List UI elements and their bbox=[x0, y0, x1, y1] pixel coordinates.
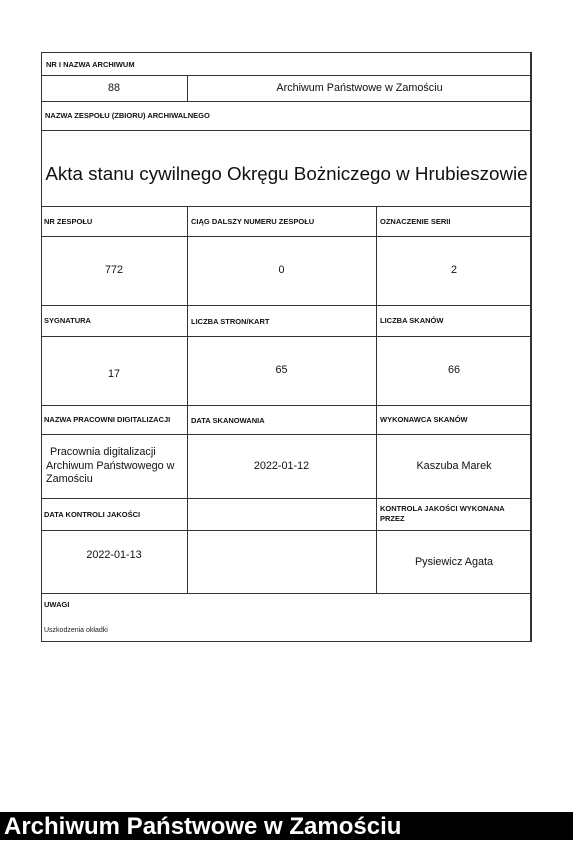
quality-check-date-label: DATA KONTROLI JAKOŚCI bbox=[44, 510, 141, 519]
table-rule bbox=[41, 434, 532, 435]
quality-checked-by-value: Pysiewicz Agata bbox=[414, 556, 493, 568]
remarks-value: Uszkodzenia okładki bbox=[44, 627, 108, 634]
table-rule bbox=[41, 75, 532, 76]
fonds-number-label: NR ZESPOŁU bbox=[44, 217, 93, 226]
scan-count-label: LICZBA SKANÓW bbox=[380, 316, 444, 325]
archive-number: 88 bbox=[107, 82, 120, 94]
table-rule bbox=[41, 405, 532, 406]
quality-checked-by-label: KONTROLA JAKOŚCI WYKONANA PRZEZ bbox=[380, 504, 505, 523]
scan-count-value: 66 bbox=[447, 364, 460, 376]
digitization-lab-value: Pracownia digitalizacji Archiwum Państwowego w Zamościu bbox=[46, 446, 175, 485]
archive-label: NR I NAZWA ARCHIWUM bbox=[46, 60, 135, 69]
fonds-number-continuation-value: 0 bbox=[278, 264, 285, 276]
table-rule bbox=[41, 206, 532, 207]
table-rule bbox=[41, 130, 532, 131]
scanned-by-label: WYKONAWCA SKANÓW bbox=[380, 415, 468, 424]
fonds-title: Akta stanu cywilnego Okręgu Bożniczego w Hrubieszowie bbox=[45, 163, 528, 184]
fonds-number-continuation-label: CIĄG DALSZY NUMERU ZESPOŁU bbox=[191, 217, 315, 226]
table-rule bbox=[41, 593, 532, 594]
page-count-value: 65 bbox=[275, 364, 288, 376]
table-rule bbox=[41, 101, 532, 102]
table-rule bbox=[41, 236, 532, 237]
archive-name: Archiwum Państwowe w Zamościu bbox=[276, 82, 443, 94]
series-value: 2 bbox=[450, 264, 457, 276]
table-rule bbox=[41, 498, 532, 499]
scanned-by-value: Kaszuba Marek bbox=[416, 460, 492, 472]
signature-value: 17 bbox=[107, 368, 120, 380]
table-rule bbox=[41, 336, 532, 337]
scan-date-value: 2022-01-12 bbox=[253, 460, 310, 472]
table-rule bbox=[41, 530, 532, 531]
table-rule bbox=[41, 305, 532, 306]
digitization-lab-label: NAZWA PRACOWNI DIGITALIZACJI bbox=[44, 415, 171, 424]
scan-date-label: DATA SKANOWANIA bbox=[191, 416, 265, 425]
remarks-label: UWAGI bbox=[44, 600, 70, 609]
footer-archive-name: Archiwum Państwowe w Zamościu bbox=[4, 813, 402, 840]
series-label: OZNACZENIE SERII bbox=[380, 217, 451, 226]
page-count-label: LICZBA STRON/KART bbox=[191, 317, 270, 326]
signature-label: SYGNATURA bbox=[44, 316, 91, 325]
quality-check-date-value: 2022-01-13 bbox=[86, 549, 142, 561]
fonds-number-value: 772 bbox=[104, 264, 123, 276]
footer-band bbox=[0, 812, 573, 840]
fonds-label: NAZWA ZESPOŁU (ZBIORU) ARCHIWALNEGO bbox=[45, 111, 210, 120]
